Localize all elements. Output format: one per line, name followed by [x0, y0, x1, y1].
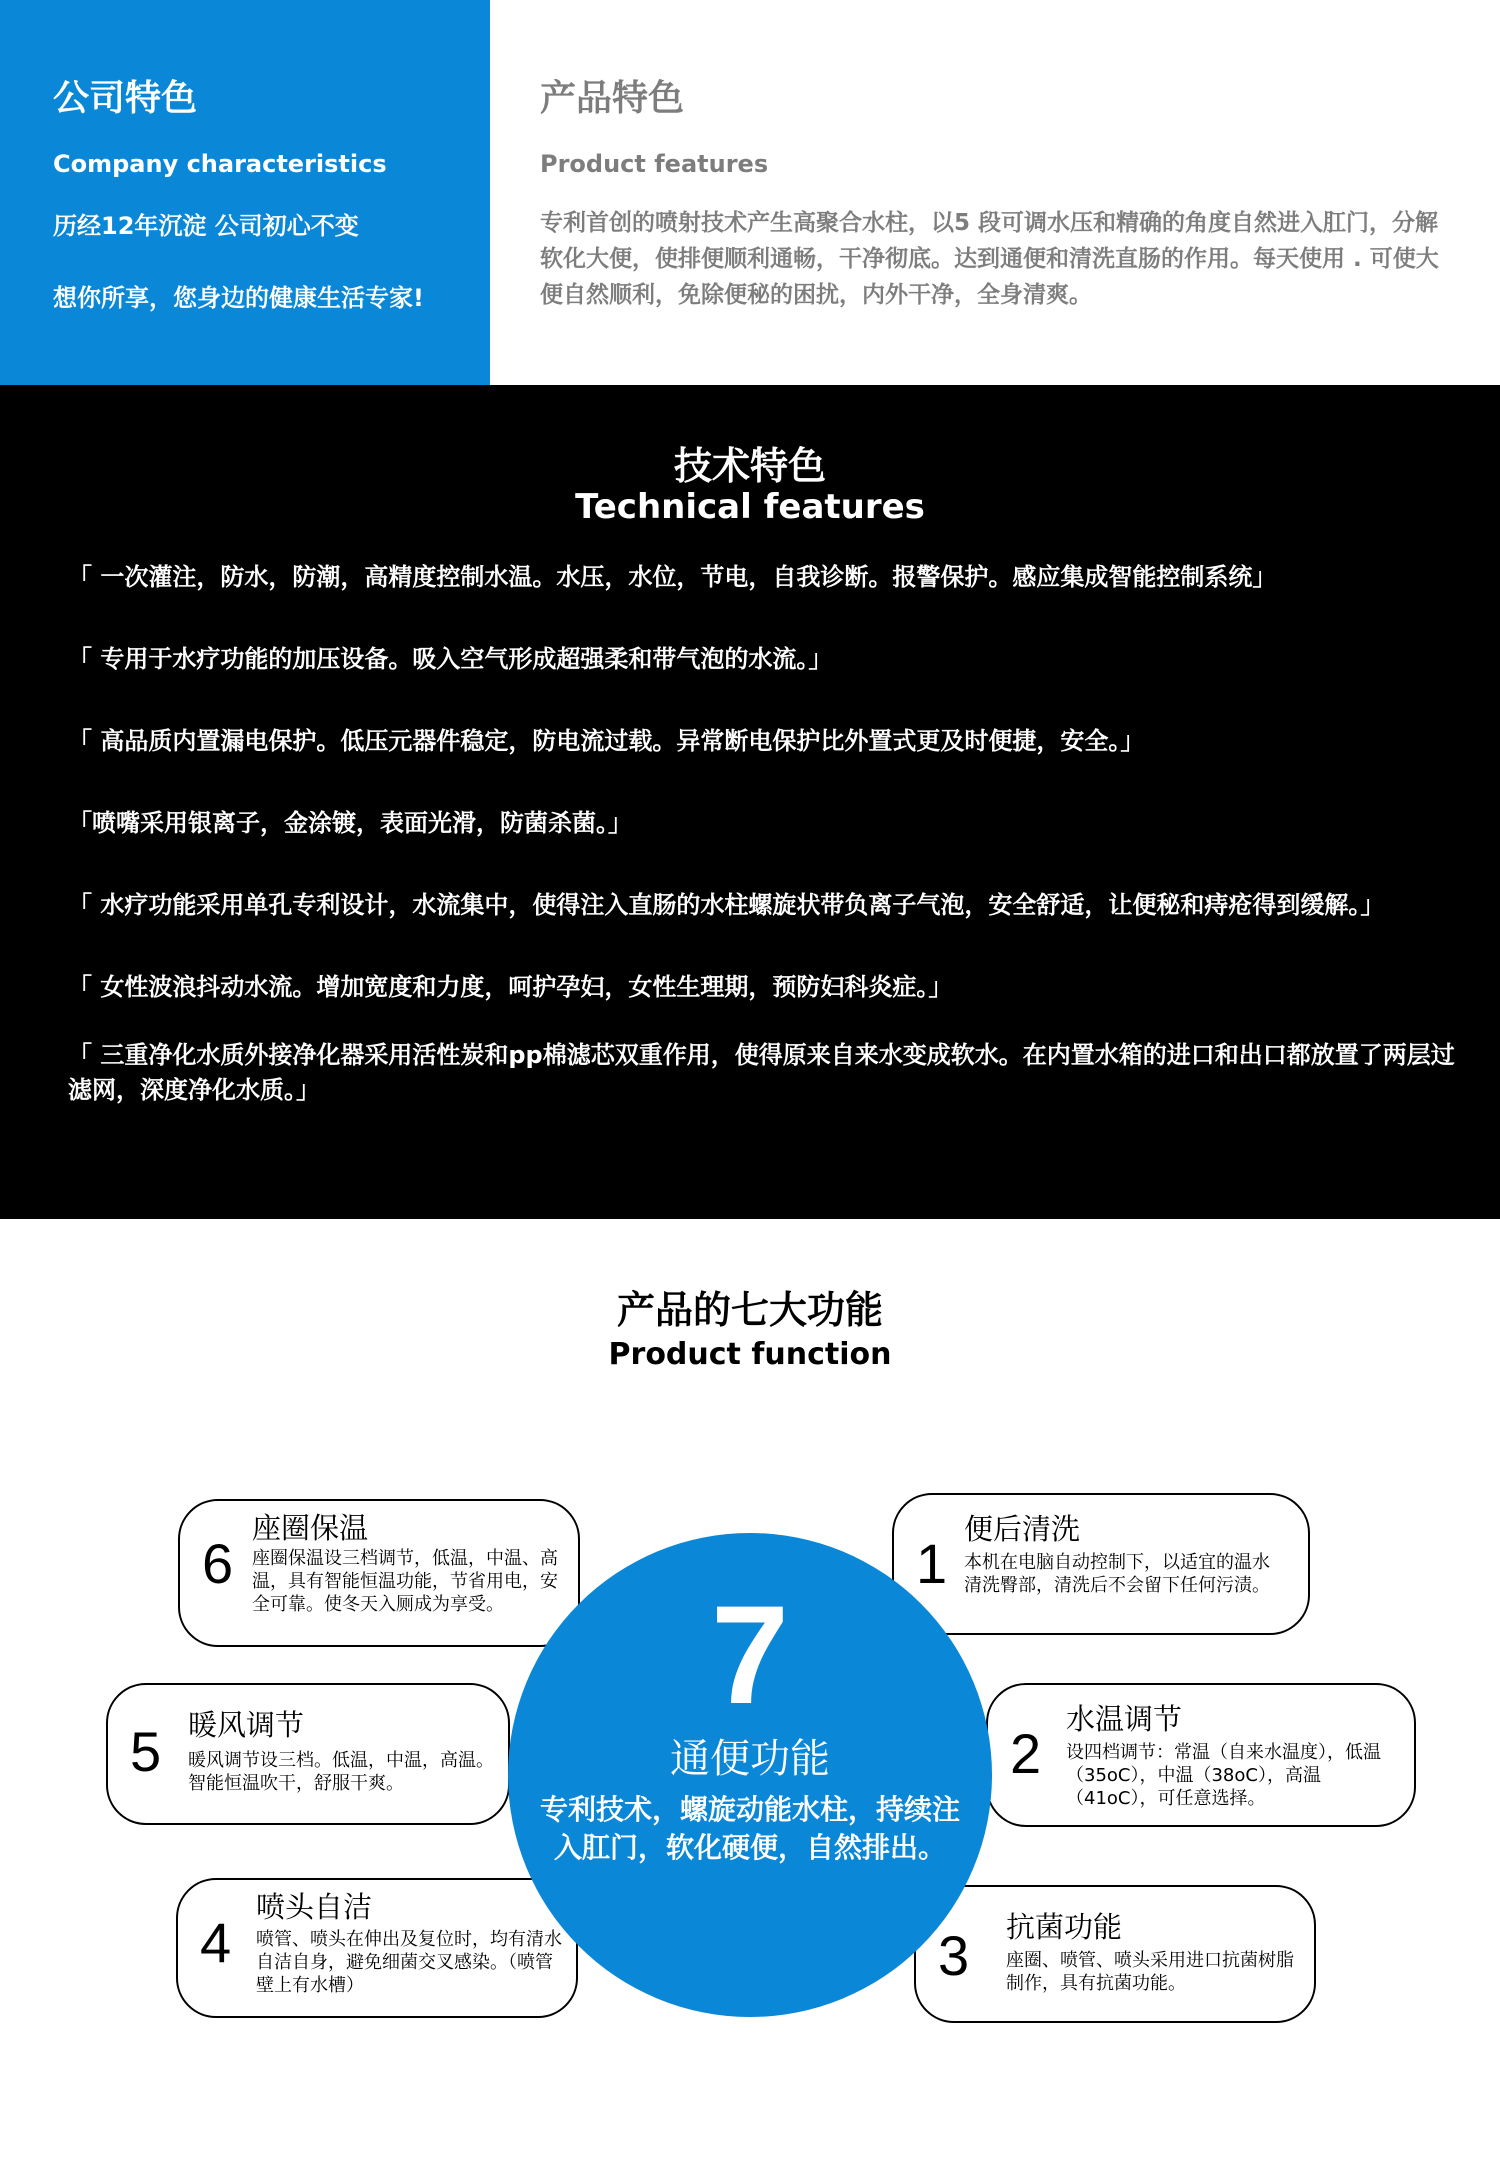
company-slogan-1: 历经12年沉淀 公司初心不变 [53, 212, 359, 240]
product-panel [540, 0, 1460, 385]
center-function-number: 7 [711, 1576, 789, 1733]
company-panel [0, 0, 490, 385]
function-description: 座圈保温设三档调节，低温，中温、高温，具有智能恒温功能，节省用电，安全可靠。使冬天入厕成为享受。 [252, 1548, 558, 1615]
function-description: 本机在电脑自动控制下，以适宜的温水清洗臀部，清洗后不会留下任何污渍。 [964, 1552, 1270, 1596]
function-description: 设四档调节：常温（自来水温度），低温（35oC），中温（38oC），高温（41oC），可任意选择。 [1066, 1742, 1381, 1809]
center-function-description: 专利技术，螺旋动能水柱，持续注入肛门，软化硬便，自然排出。 [539, 1793, 960, 1864]
technical-item: 「 专用于水疗功能的加压设备。吸入空气形成超强柔和带气泡的水流。」 [68, 645, 833, 673]
function-title: 座圈保温 [252, 1511, 369, 1545]
center-function-circle [508, 1533, 992, 2017]
technical-item: 「 水疗功能采用单孔专利设计，水流集中，使得注入直肠的水柱螺旋状带负离子气泡，安全舒适，让便秘和痔疮得到缓解。」 [68, 891, 1385, 919]
technical-item: 「喷嘴采用银离子，金涂镀，表面光滑，防菌杀菌。」 [68, 809, 632, 837]
function-card-3 [914, 1885, 1316, 2023]
product-subtitle: Product features [540, 150, 769, 178]
function-description: 暖风调节设三档。低温，中温，高温。智能恒温吹干，舒服干爽。 [188, 1750, 494, 1794]
company-title: 公司特色 [53, 78, 198, 119]
function-card-5 [106, 1683, 510, 1825]
technical-item: 「 女性波浪抖动水流。增加宽度和力度，呵护孕妇，女性生理期，预防妇科炎症。」 [68, 973, 953, 1001]
technical-item: 「 高品质内置漏电保护。低压元器件稳定，防电流过载。异常断电保护比外置式更及时便捷，安全。」 [68, 727, 1145, 755]
company-subtitle: Company characteristics [53, 150, 387, 178]
functions-subtitle: Product function [608, 1337, 892, 1372]
center-function-name: 通便功能 [670, 1736, 830, 1782]
function-card-4 [176, 1878, 578, 2018]
technical-title: 技术特色 [673, 444, 826, 488]
function-number: 6 [202, 1532, 234, 1595]
product-title: 产品特色 [540, 78, 685, 119]
function-title: 暖风调节 [188, 1708, 305, 1742]
function-number: 2 [1010, 1722, 1042, 1785]
function-title: 水温调节 [1066, 1702, 1183, 1736]
function-description: 喷管、喷头在伸出及复位时，均有清水自洁自身，避免细菌交叉感染。（喷管壁上有水槽） [256, 1929, 562, 1996]
functions-section [0, 1219, 1500, 2171]
function-number: 4 [200, 1911, 232, 1974]
technical-subtitle: Technical features [575, 487, 925, 527]
function-title: 便后清洗 [964, 1512, 1081, 1546]
function-number: 3 [938, 1924, 970, 1987]
technical-item: 「 一次灌注，防水，防潮，高精度控制水温。水压，水位，节电，自我诊断。报警保护。感应集成智能控制系统」 [68, 563, 1277, 591]
technical-section [0, 385, 1500, 1219]
technical-item: 「 三重净化水质外接净化器采用活性炭和pp棉滤芯双重作用，使得原来自来水变成软水。在内置水箱的进口和出口都放置了两层过滤网，深度净化水质。」 [68, 1041, 1455, 1104]
function-number: 1 [916, 1532, 948, 1595]
product-description: 专利首创的喷射技术产生高聚合水柱，以5 段可调水压和精确的角度自然进入肛门，分解软化大便，使排便顺利通畅，干净彻底。达到通便和清洗直肠的作用。每天使用 . 可使大便自然顺利，免除便秘的困扰，内外干净，全身清爽。 [540, 210, 1439, 308]
function-title: 喷头自洁 [256, 1890, 373, 1924]
function-card-2 [986, 1683, 1416, 1827]
function-title: 抗菌功能 [1006, 1910, 1123, 1944]
function-number: 5 [130, 1720, 162, 1783]
functions-title: 产品的七大功能 [616, 1288, 883, 1332]
company-slogan-2: 想你所享，您身边的健康生活专家! [53, 284, 424, 312]
function-description: 座圈、喷管、喷头采用进口抗菌树脂制作，具有抗菌功能。 [1006, 1950, 1294, 1994]
top-section [0, 0, 1500, 385]
